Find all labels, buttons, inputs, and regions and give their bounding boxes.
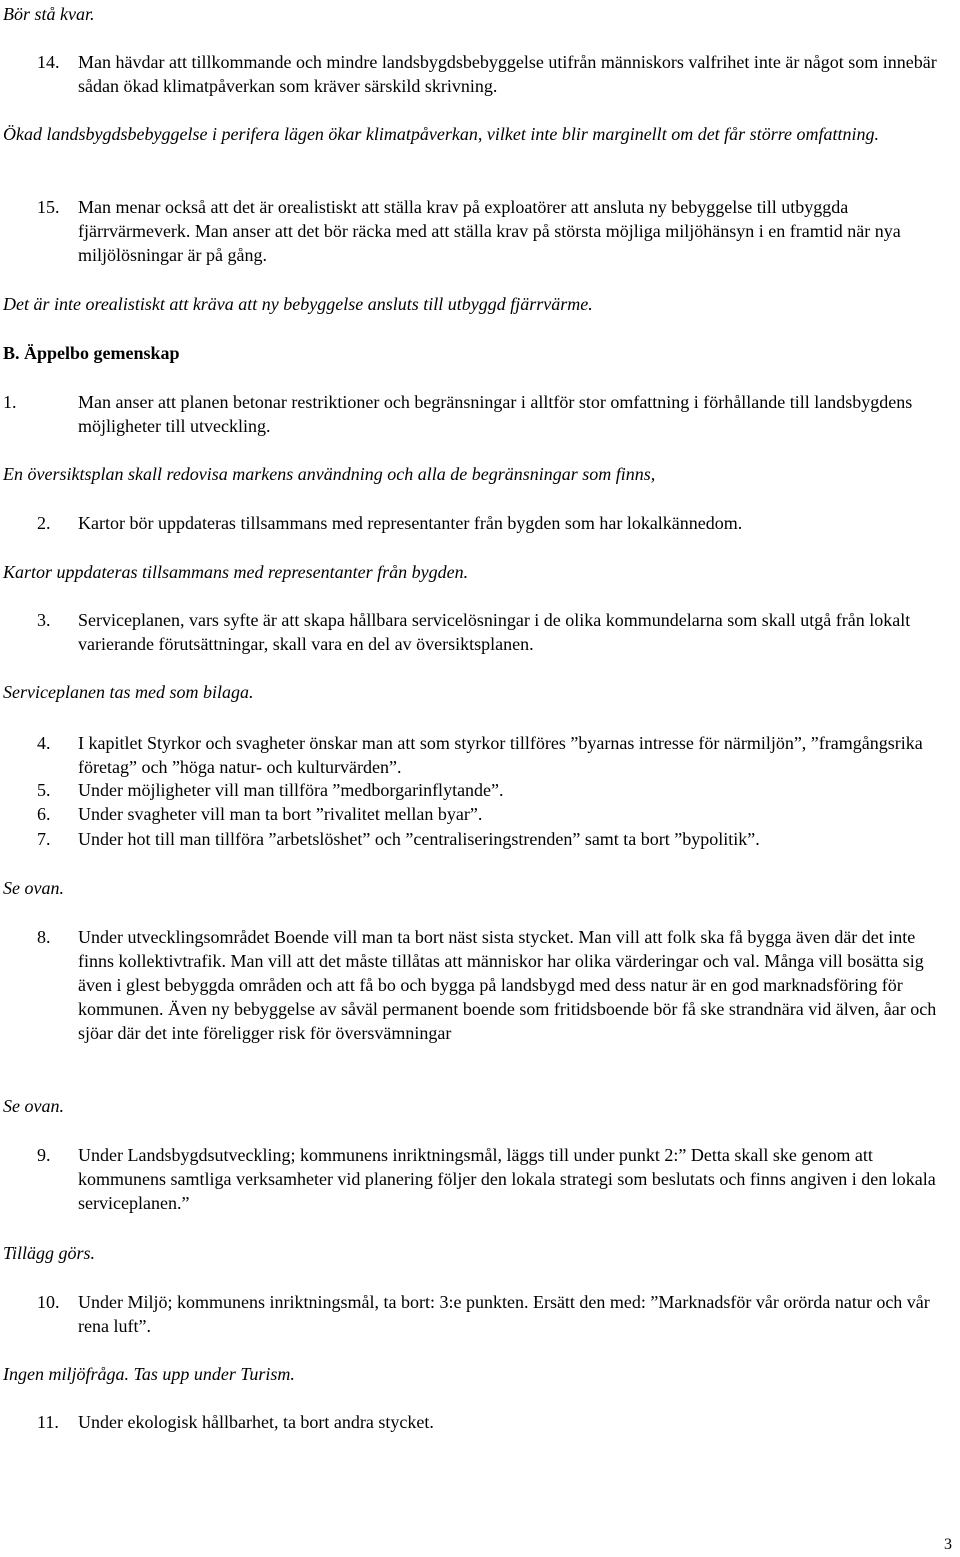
item-text: Man hävdar att tillkommande och mindre landsbygdsbebyggelse utifrån människors valfrihet inte är något som innebär sådan ökad klimatpåverkan som kräver särskild skrivning. [78, 52, 937, 96]
response-bor-sta-kvar: Bör stå kvar. [3, 4, 95, 24]
item-number: 4. [37, 733, 51, 753]
item-number: 7. [37, 829, 51, 849]
item-number: 2. [37, 513, 51, 533]
response-b2: Kartor uppdateras tillsammans med representanter från bygden. [3, 562, 469, 582]
item-text: Under svagheter vill man ta bort ”rivalitet mellan byar”. [78, 804, 483, 824]
response-b9: Tillägg görs. [3, 1243, 96, 1263]
item-number: 1. [3, 392, 17, 412]
item-number: 6. [37, 804, 51, 824]
item-number: 5. [37, 780, 51, 800]
item-text: Man menar också att det är orealistiskt att ställa krav på exploatörer att ansluta ny bebyggelse till utbyggda fjärrvärmeverk. Man anser att det bör räcka med att ställa krav på största möjliga miljöhänsyn i en framtid när nya miljölösningar är på gång. [78, 197, 901, 265]
section-heading: B. Äppelbo gemenskap [3, 343, 180, 363]
item-number: 3. [37, 610, 51, 630]
item-text: Kartor bör uppdateras tillsammans med representanter från bygden som har lokalkännedom. [78, 513, 743, 533]
response-b3: Serviceplanen tas med som bilaga. [3, 682, 254, 702]
item-text: I kapitlet Styrkor och svagheter önskar man att som styrkor tillföres ”byarnas intresse för närmiljön”, ”framgångsrika företag” och ”höga natur- och kulturvärden”. [78, 733, 923, 777]
item-number: 11. [37, 1412, 59, 1432]
response-b8: Se ovan. [3, 1096, 64, 1116]
item-text: Under utvecklingsområdet Boende vill man ta bort näst sista stycket. Man vill att folk ska få bygga även där det inte finns kollektivtrafik. Man vill att det måste tillåtas att människor har olika värderingar och val. Många vill bosätta sig även i glest bebyggda områden och att få bo och bygga på landsbygd med dess natur är en god marknadsföring för kommunen. Även ny bebyggelse av såväl permanent boende som fritidsboende bör få ske strandnära vid älven, åar och sjöar där det inte föreligger risk för översvämningar [78, 927, 937, 1043]
item-text: Under möjligheter vill man tillföra ”medborgarinflytande”. [78, 780, 504, 800]
item-text: Man anser att planen betonar restriktioner och begränsningar i alltför stor omfattning i förhållande till landsbygdens möjligheter till utveckling. [78, 392, 913, 436]
item-number: 14. [37, 52, 60, 72]
response-b7: Se ovan. [3, 878, 64, 898]
response-14: Ökad landsbygdsbebyggelse i perifera lägen ökar klimatpåverkan, vilket inte blir marginellt om det får större omfattning. [3, 124, 880, 144]
page-number: 3 [944, 1536, 952, 1553]
item-number: 8. [37, 927, 51, 947]
item-number: 10. [37, 1292, 60, 1312]
item-text: Under Miljö; kommunens inriktningsmål, ta bort: 3:e punkten. Ersätt den med: ”Marknadsför vår orörda natur och vår rena luft”. [78, 1292, 930, 1336]
item-text: Under hot till man tillföra ”arbetslöshet” och ”centraliseringstrenden” samt ta bort ”bypolitik”. [78, 829, 760, 849]
response-15: Det är inte orealistiskt att kräva att ny bebyggelse ansluts till utbyggd fjärrvärme. [3, 294, 593, 314]
item-text: Under Landsbygdsutveckling; kommunens inriktningsmål, läggs till under punkt 2:” Detta skall ske genom att kommunens samtliga verksamheter vid planering följer den lokala strategi som beslutats och finns angiven i den lokala serviceplanen.” [78, 1145, 936, 1213]
item-text: Under ekologisk hållbarhet, ta bort andra stycket. [78, 1412, 434, 1432]
response-b10: Ingen miljöfråga. Tas upp under Turism. [3, 1364, 295, 1384]
response-b1: En översiktsplan skall redovisa markens användning och alla de begränsningar som finns, [3, 464, 656, 484]
item-text: Serviceplanen, vars syfte är att skapa hållbara servicelösningar i de olika kommundelarna som skall utgå från lokalt varierande förutsättningar, skall vara en del av översiktsplanen. [78, 610, 911, 654]
item-number: 9. [37, 1145, 51, 1165]
item-number: 15. [37, 197, 60, 217]
